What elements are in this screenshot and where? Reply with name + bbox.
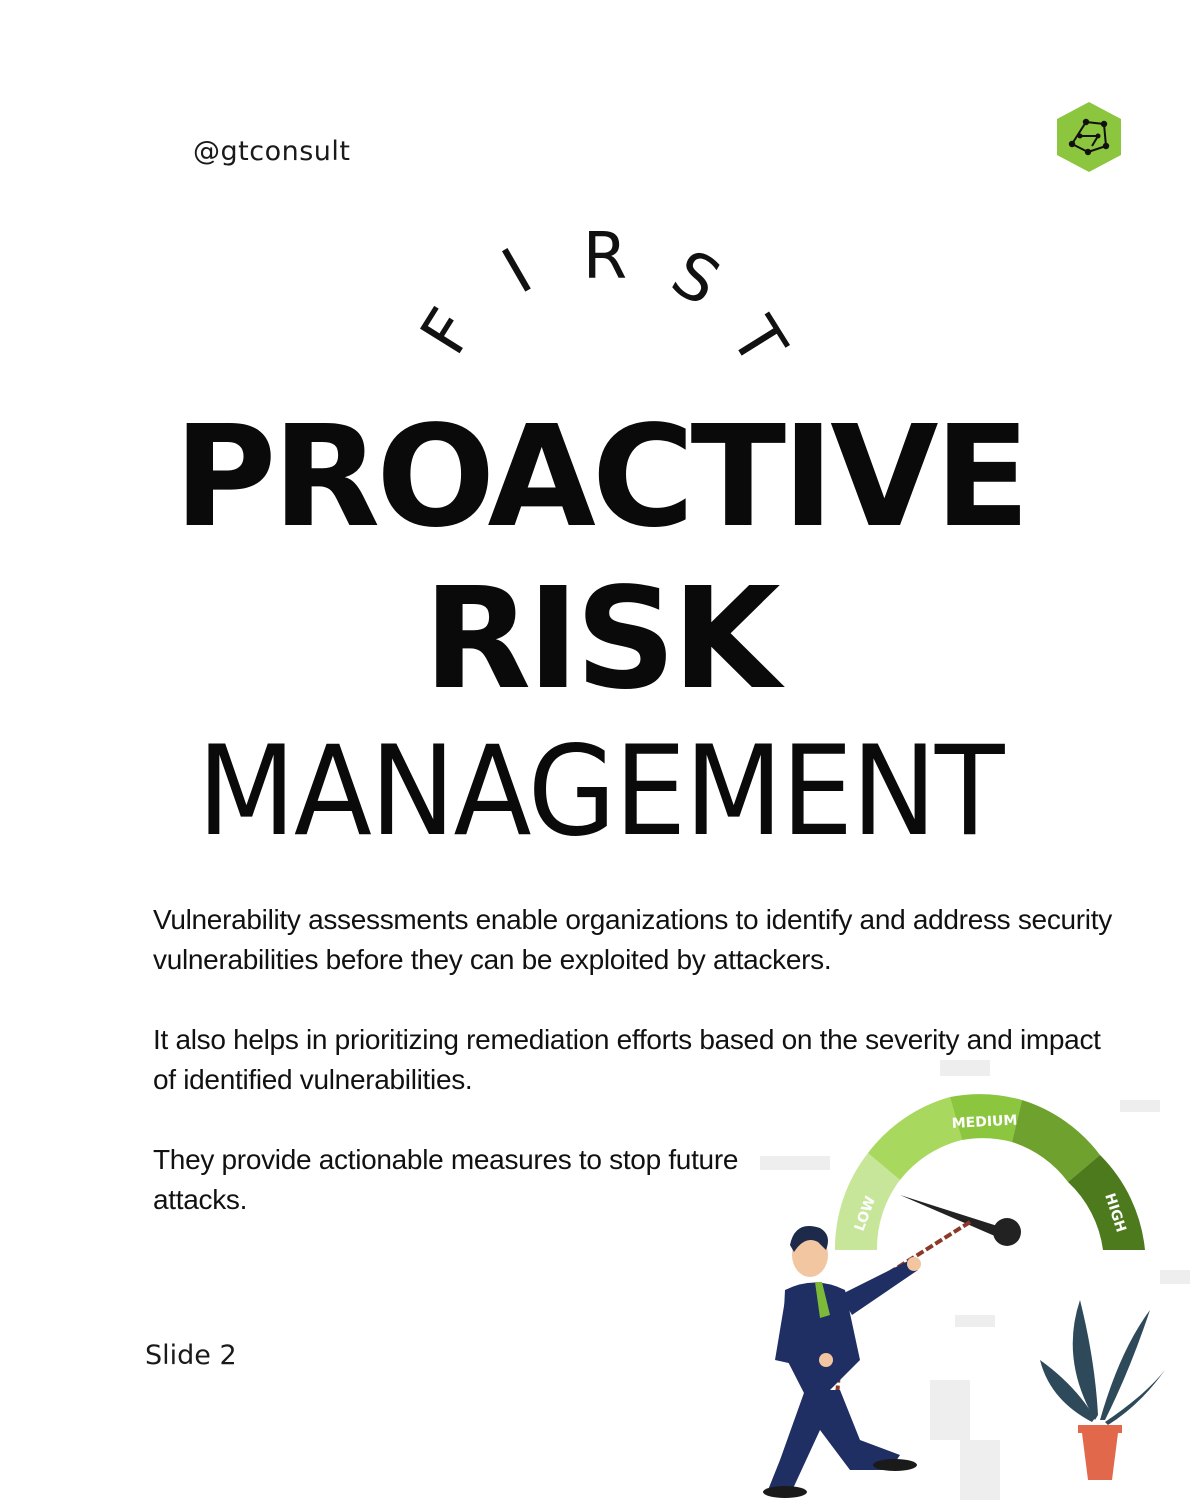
arc-word-first	[400, 215, 820, 385]
body-paragraph-3: They provide actionable measures to stop future attacks.	[153, 1144, 739, 1215]
arc-letter: S	[659, 236, 732, 322]
title-line-proactive: PROACTIVE	[173, 396, 1027, 559]
gauge-low-label: LOW	[851, 1194, 879, 1234]
gauge	[835, 1094, 1145, 1250]
slide-number: Slide 2	[145, 1340, 237, 1371]
potted-plant	[1040, 1300, 1165, 1480]
title-line-management: MANAGEMENT	[197, 720, 1003, 864]
title-line-risk: RISK	[423, 558, 777, 721]
arc-letter: I	[490, 235, 545, 309]
businessman-figure	[763, 1226, 921, 1498]
gtconsult-logo	[1052, 100, 1126, 174]
body-paragraph-2: It also helps in prioritizing remediation efforts based on the severity and impact of identified vulnerabilities.	[153, 1024, 1101, 1095]
risk-gauge-illustration	[760, 1060, 1200, 1500]
account-handle: @gtconsult	[193, 136, 351, 167]
gauge-medium-label: MEDIUM	[951, 1112, 1018, 1132]
gauge-high-label: HIGH	[1101, 1191, 1129, 1235]
arc-letter: F	[407, 296, 490, 368]
body-paragraph-1: Vulnerability assessments enable organizations to identify and address security vulnerabilities before they can be exploited by attackers.	[153, 904, 1112, 975]
arc-letter: T	[716, 305, 800, 379]
arc-letter: R	[582, 220, 628, 294]
